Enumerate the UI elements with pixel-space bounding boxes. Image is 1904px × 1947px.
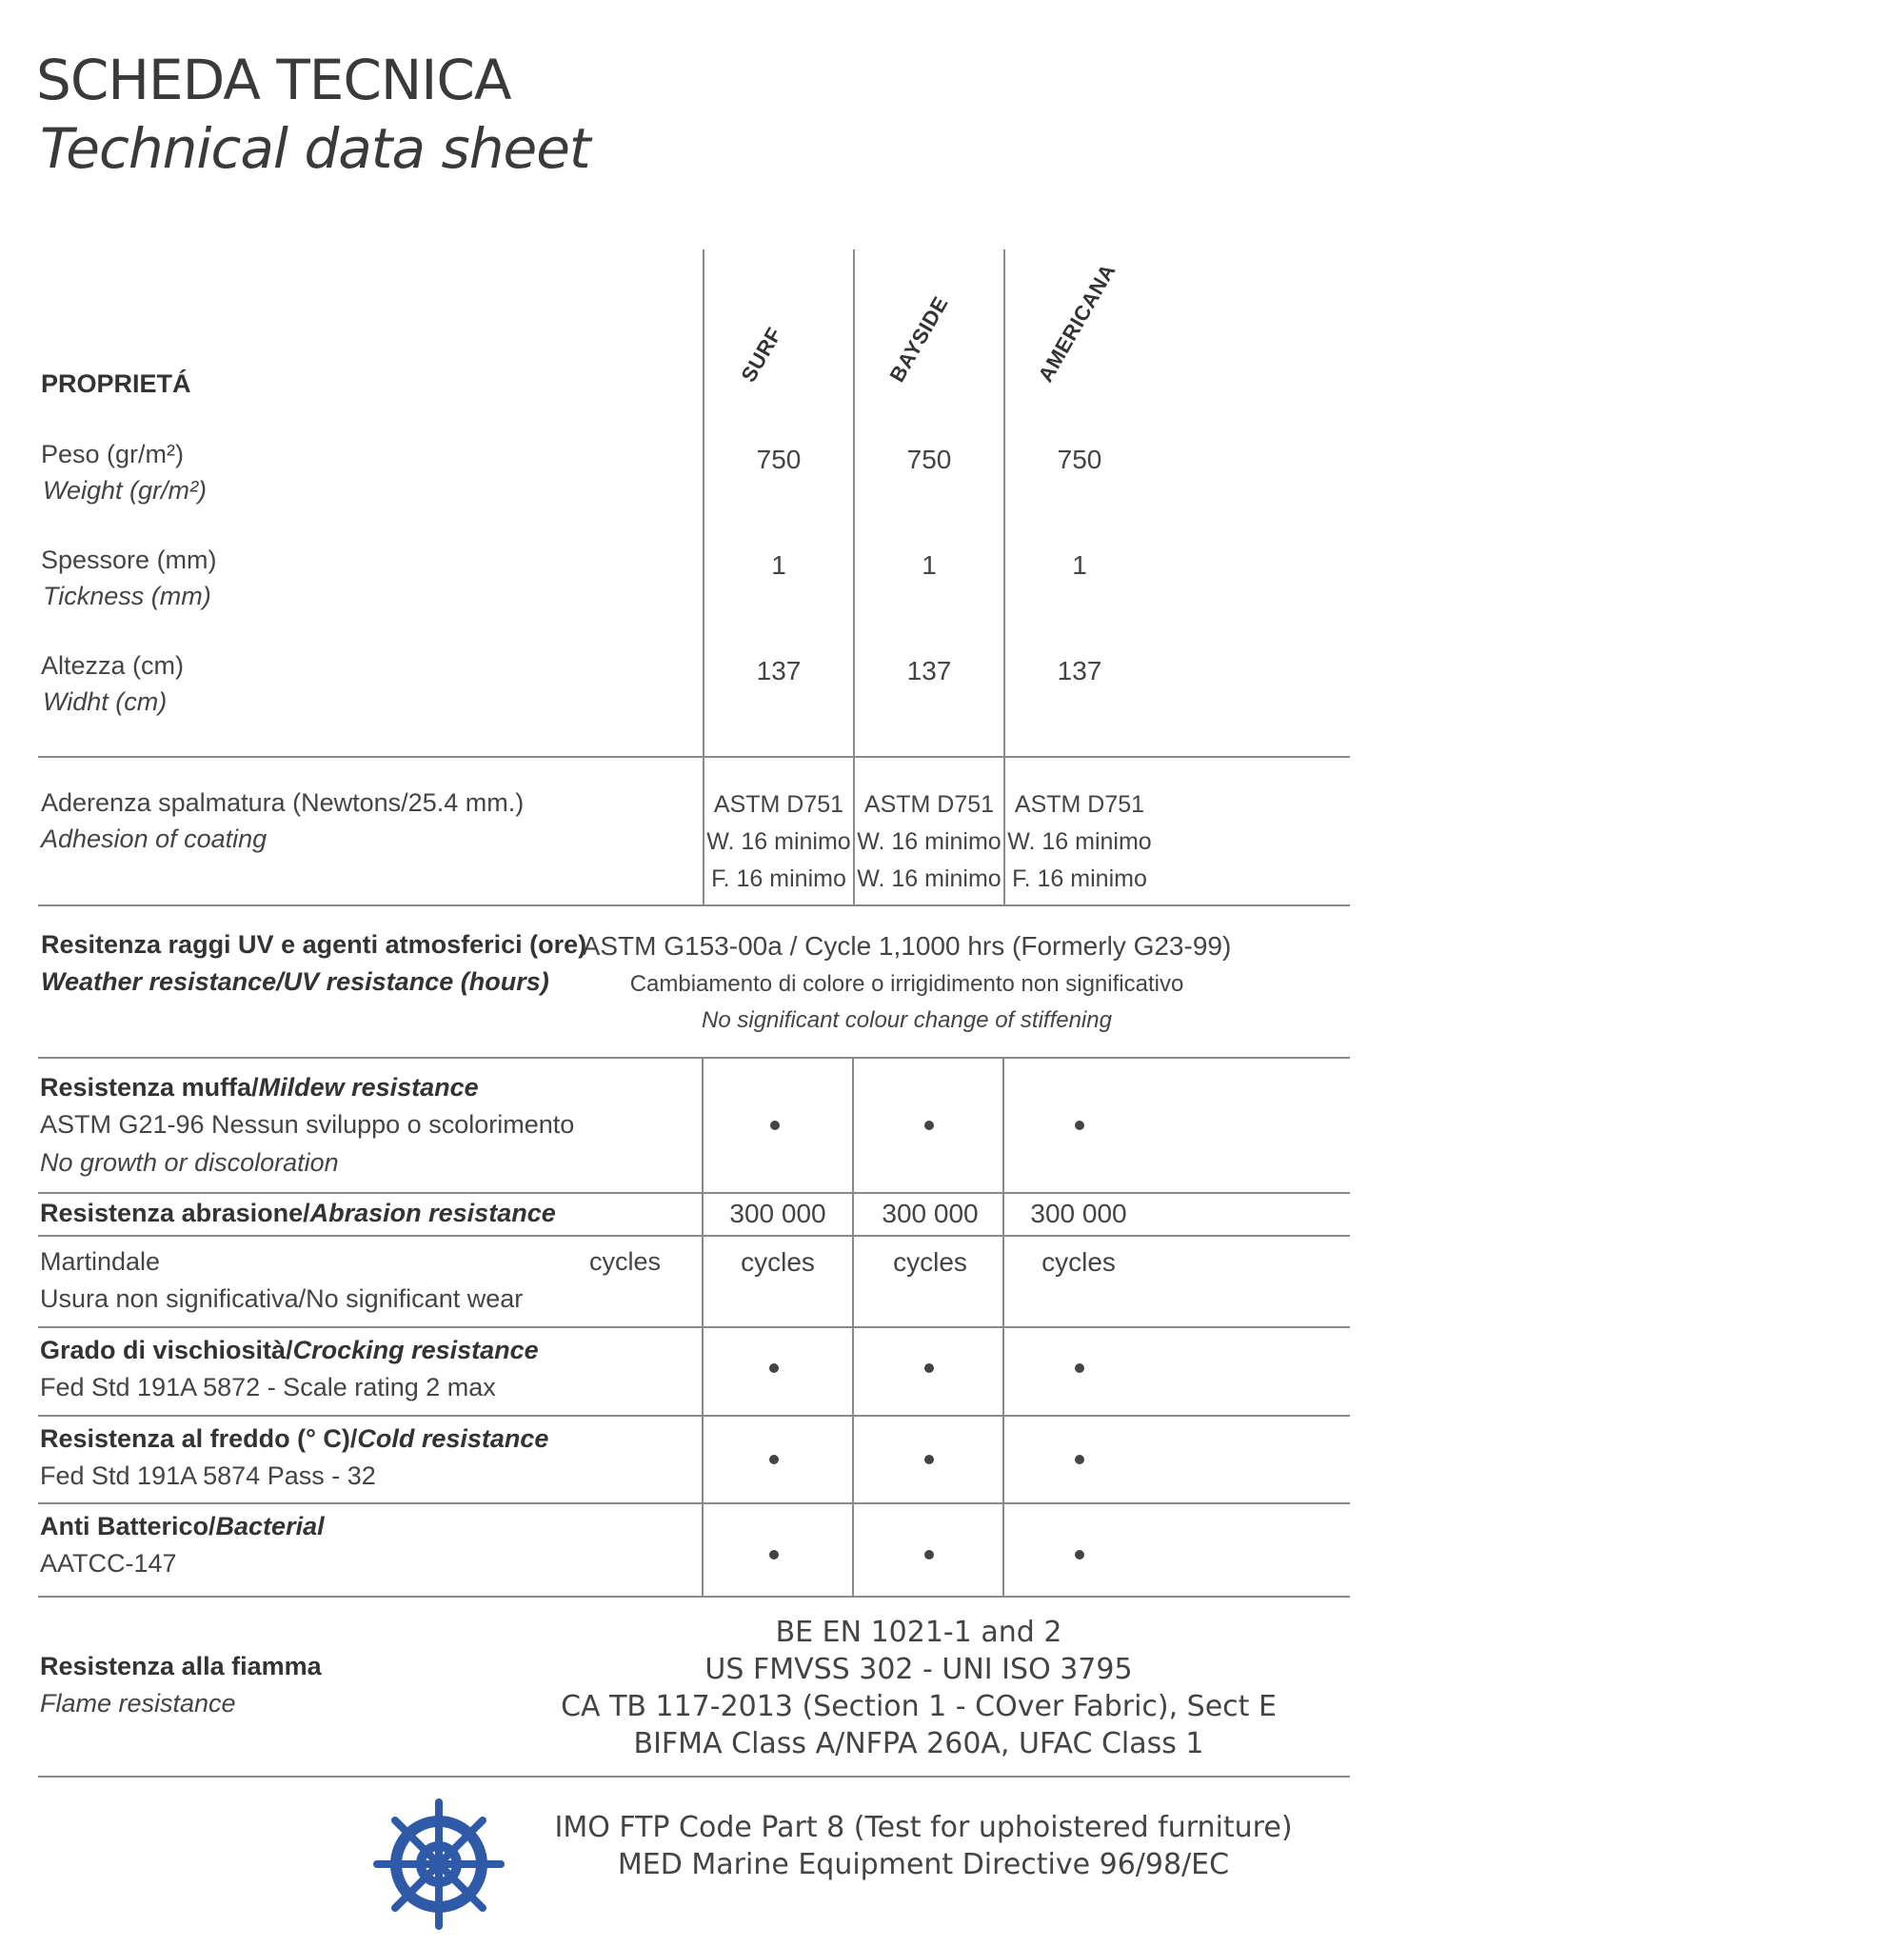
crocking-check-americana xyxy=(1075,1363,1084,1373)
row-divider xyxy=(38,756,1350,758)
abrasion-desc: Usura non significativa/No significant wear xyxy=(40,1284,524,1313)
weather-desc-en: No significant colour change of stiffening xyxy=(702,1007,1112,1033)
flame-standards: BE EN 1021-1 and 2 US FMVSS 302 - UNI ISO 3795 CA TB 117-2013 (Section 1 - COver Fabric), Sect E BIFMA Class A/NFPA 260A, UFAC Class 1 xyxy=(561,1616,1277,1760)
footer-line-1: IMO FTP Code Part 8 (Test for uphoistered furniture) xyxy=(554,1811,1293,1844)
row-divider xyxy=(38,1326,1350,1328)
row-divider xyxy=(38,1596,1350,1598)
abrasion-unit-bayside: cycles xyxy=(893,1247,967,1277)
column-header-surf: SURF xyxy=(736,323,787,387)
page-subtitle: Technical data sheet xyxy=(40,116,590,181)
cold-check-americana xyxy=(1075,1455,1084,1464)
abrasion-value-americana: 300 000 xyxy=(1030,1199,1127,1228)
adhesion-label-en: Adhesion of coating xyxy=(41,824,268,853)
adhesion-value-americana: ASTM D751 W. 16 minimo F. 16 minimo xyxy=(1007,791,1152,892)
flame-label-en: Flame resistance xyxy=(40,1689,236,1718)
row-divider xyxy=(38,1057,1350,1059)
bacterial-label: Anti Batterico/Bacterial xyxy=(40,1512,325,1540)
crocking-check-surf xyxy=(769,1363,779,1373)
height-label-en: Widht (cm) xyxy=(43,687,168,716)
thickness-label-it: Spessore (mm) xyxy=(41,546,217,574)
weight-value-surf: 750 xyxy=(756,445,802,474)
abrasion-value-surf: 300 000 xyxy=(729,1199,826,1228)
adhesion-value-surf: ASTM D751 W. 16 minimo F. 16 minimo xyxy=(706,791,851,892)
cold-check-bayside xyxy=(924,1455,934,1464)
mildew-desc-it: ASTM G21-96 Nessun sviluppo o scolorimento xyxy=(40,1110,575,1139)
crocking-desc: Fed Std 191A 5872 - Scale rating 2 max xyxy=(40,1373,496,1401)
abrasion-label: Resistenza abrasione/Abrasion resistance xyxy=(40,1199,556,1227)
weight-label-it: Peso (gr/m²) xyxy=(41,440,185,468)
mildew-check-bayside xyxy=(924,1121,934,1130)
footer-line-2: MED Marine Equipment Directive 96/98/EC xyxy=(617,1848,1230,1881)
crocking-label: Grado di vischiosità/Crocking resistance xyxy=(40,1336,539,1364)
column-header-bayside: BAYSIDE xyxy=(884,292,953,387)
thickness-label-en: Tickness (mm) xyxy=(43,582,211,610)
thickness-value-surf: 1 xyxy=(771,550,786,580)
mildew-check-surf xyxy=(770,1121,780,1130)
crocking-check-bayside xyxy=(924,1363,934,1373)
abrasion-unit: cycles xyxy=(589,1247,662,1276)
adhesion-value-bayside: ASTM D751 W. 16 minimo W. 16 minimo xyxy=(857,791,1002,892)
flame-label-it: Resistenza alla fiamma xyxy=(40,1652,322,1680)
mildew-check-americana xyxy=(1075,1121,1084,1130)
height-value-americana: 137 xyxy=(1057,656,1102,685)
mildew-label: Resistenza muffa/Mildew resistance xyxy=(40,1073,479,1102)
weather-label-en: Weather resistance/UV resistance (hours) xyxy=(41,967,549,996)
weather-standard: ASTM G153-00a / Cycle 1,1000 hrs (Formerly G23-99) xyxy=(582,931,1232,961)
bacterial-check-americana xyxy=(1075,1550,1084,1560)
property-header: PROPRIETÁ xyxy=(41,369,191,398)
weight-value-bayside: 750 xyxy=(906,445,952,474)
bacterial-check-bayside xyxy=(924,1550,934,1560)
cold-label: Resistenza al freddo (° C)/Cold resistance xyxy=(40,1424,549,1453)
thickness-value-bayside: 1 xyxy=(922,550,937,580)
weather-label-it: Resitenza raggi UV e agenti atmosferici (ore) xyxy=(41,930,587,959)
weight-label-en: Weight (gr/m²) xyxy=(43,476,208,505)
row-divider xyxy=(38,1235,1350,1237)
height-value-surf: 137 xyxy=(756,656,802,685)
cold-desc: Fed Std 191A 5874 Pass - 32 xyxy=(40,1461,376,1490)
adhesion-label-it: Aderenza spalmatura (Newtons/25.4 mm.) xyxy=(41,788,525,817)
column-header-americana: AMERICANA xyxy=(1033,259,1121,387)
bacterial-check-surf xyxy=(769,1550,779,1560)
abrasion-value-bayside: 300 000 xyxy=(882,1199,979,1228)
cold-check-surf xyxy=(769,1455,779,1464)
height-label-it: Altezza (cm) xyxy=(41,651,185,680)
row-divider xyxy=(38,1776,1350,1778)
row-divider xyxy=(38,904,1350,906)
thickness-value-americana: 1 xyxy=(1072,550,1087,580)
weather-desc-it: Cambiamento di colore o irrigidimento non significativo xyxy=(629,971,1184,997)
abrasion-unit-americana: cycles xyxy=(1041,1247,1116,1277)
page-title: SCHEDA TECNICA xyxy=(36,48,511,112)
bacterial-desc: AATCC-147 xyxy=(40,1549,177,1578)
abrasion-method: Martindale xyxy=(40,1247,161,1276)
mildew-desc-en: No growth or discoloration xyxy=(40,1148,339,1177)
row-divider xyxy=(38,1192,1350,1194)
height-value-bayside: 137 xyxy=(906,656,952,685)
row-divider xyxy=(38,1415,1350,1417)
weight-value-americana: 750 xyxy=(1057,445,1102,474)
row-divider xyxy=(38,1502,1350,1504)
abrasion-unit-surf: cycles xyxy=(741,1247,815,1277)
ship-wheel-icon xyxy=(373,1798,505,1930)
